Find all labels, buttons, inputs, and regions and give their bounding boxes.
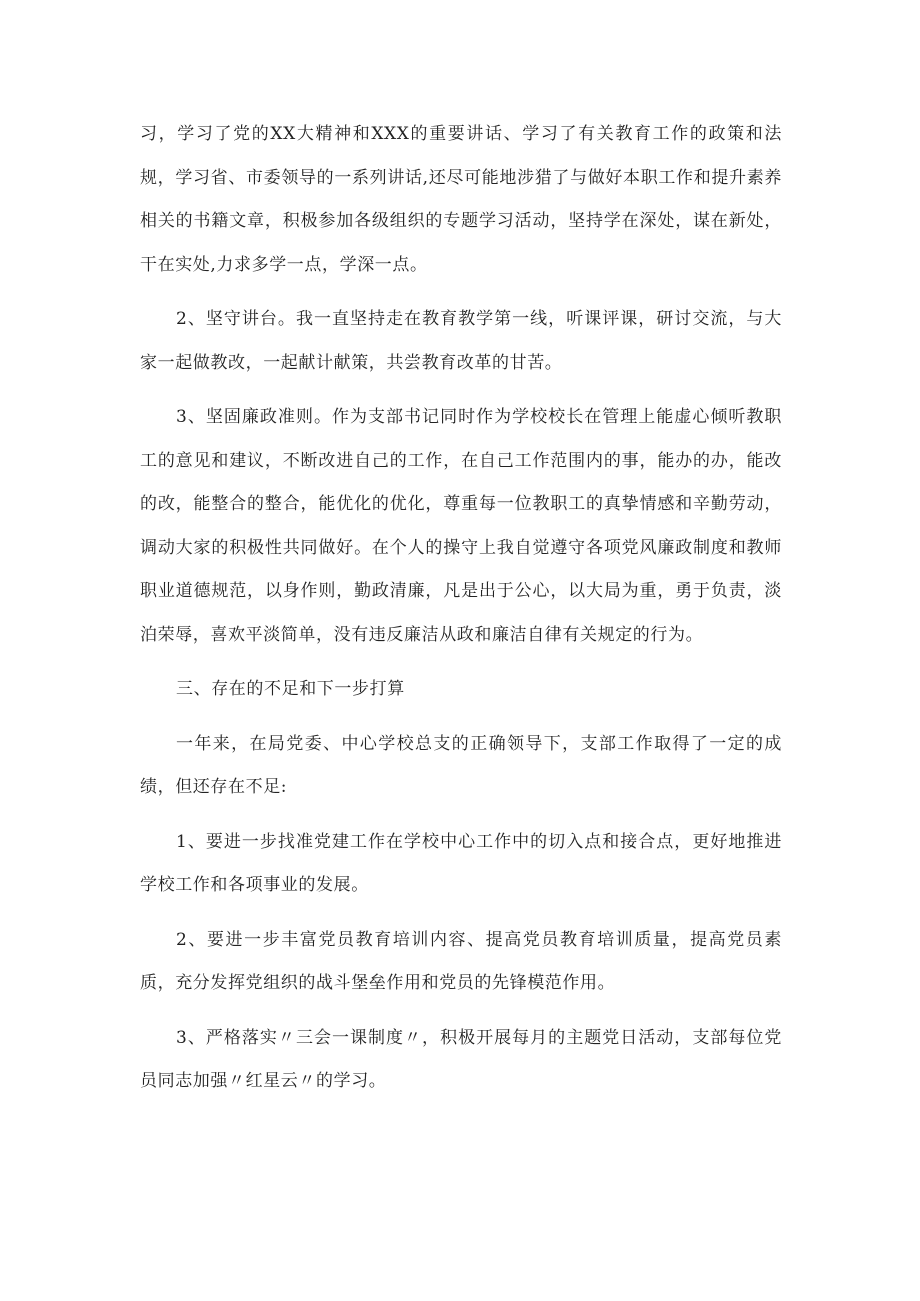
paragraph-item-2-podium: 2、坚守讲台。我一直坚持走在教育教学第一线，听课评课，研讨交流，与大家一起做教改，一起献计献策，共尝教育改革的甘苦。 (140, 309, 782, 373)
section-heading: 三、存在的不足和下一步打算 (176, 679, 405, 699)
paragraph-study-continuation: 习，学习了党的XX大精神和XXX的重要讲话、学习了有关教育工作的政策和法规，学习省、市委领导的一系列讲话,还尽可能地涉猎了与做好本职工作和提升素养相关的书籍文章，积极参加各级组织的专题学习活动，坚持学在深处，谋在新处，干在实处,力求多学一点，学深一点。 (140, 124, 782, 275)
document-body (140, 113, 782, 1104)
paragraph-section-intro: 一年来，在局党委、中心学校总支的正确领导下，支部工作取得了一定的成绩，但还存在不足: (140, 733, 782, 797)
paragraph-item-3-integrity: 3、坚固廉政准则。作为支部书记同时作为学校校长在管理上能虚心倾听教职工的意见和建议，不断改进自己的工作，在自己工作范围内的事，能办的办，能改的改，能整合的整合，能优化的优化，尊重每一位教职工的真挚情感和辛勤劳动，调动大家的积极性共同做好。在个人的操守上我自觉遵守各项党风廉政制度和教师职业道德规范，以身作则，勤政清廉，凡是出于公心，以大局为重，勇于负责，淡泊荣辱，喜欢平淡简单，没有违反廉洁从政和廉洁自律有关规定的行为。 (140, 407, 782, 645)
paragraph-todo-3: 3、严格落实〃三会一课制度〃，积极开展每月的主题党日活动，支部每位党员同志加强〃红星云〃的学习。 (140, 1027, 782, 1091)
paragraph-todo-1: 1、要进一步找准党建工作在学校中心工作中的切入点和接合点，更好地推进学校工作和各项事业的发展。 (140, 831, 782, 895)
paragraph-todo-2: 2、要进一步丰富党员教育培训内容、提高党员教育培训质量，提高党员素质，充分发挥党组织的战斗堡垒作用和党员的先锋模范作用。 (140, 929, 782, 993)
